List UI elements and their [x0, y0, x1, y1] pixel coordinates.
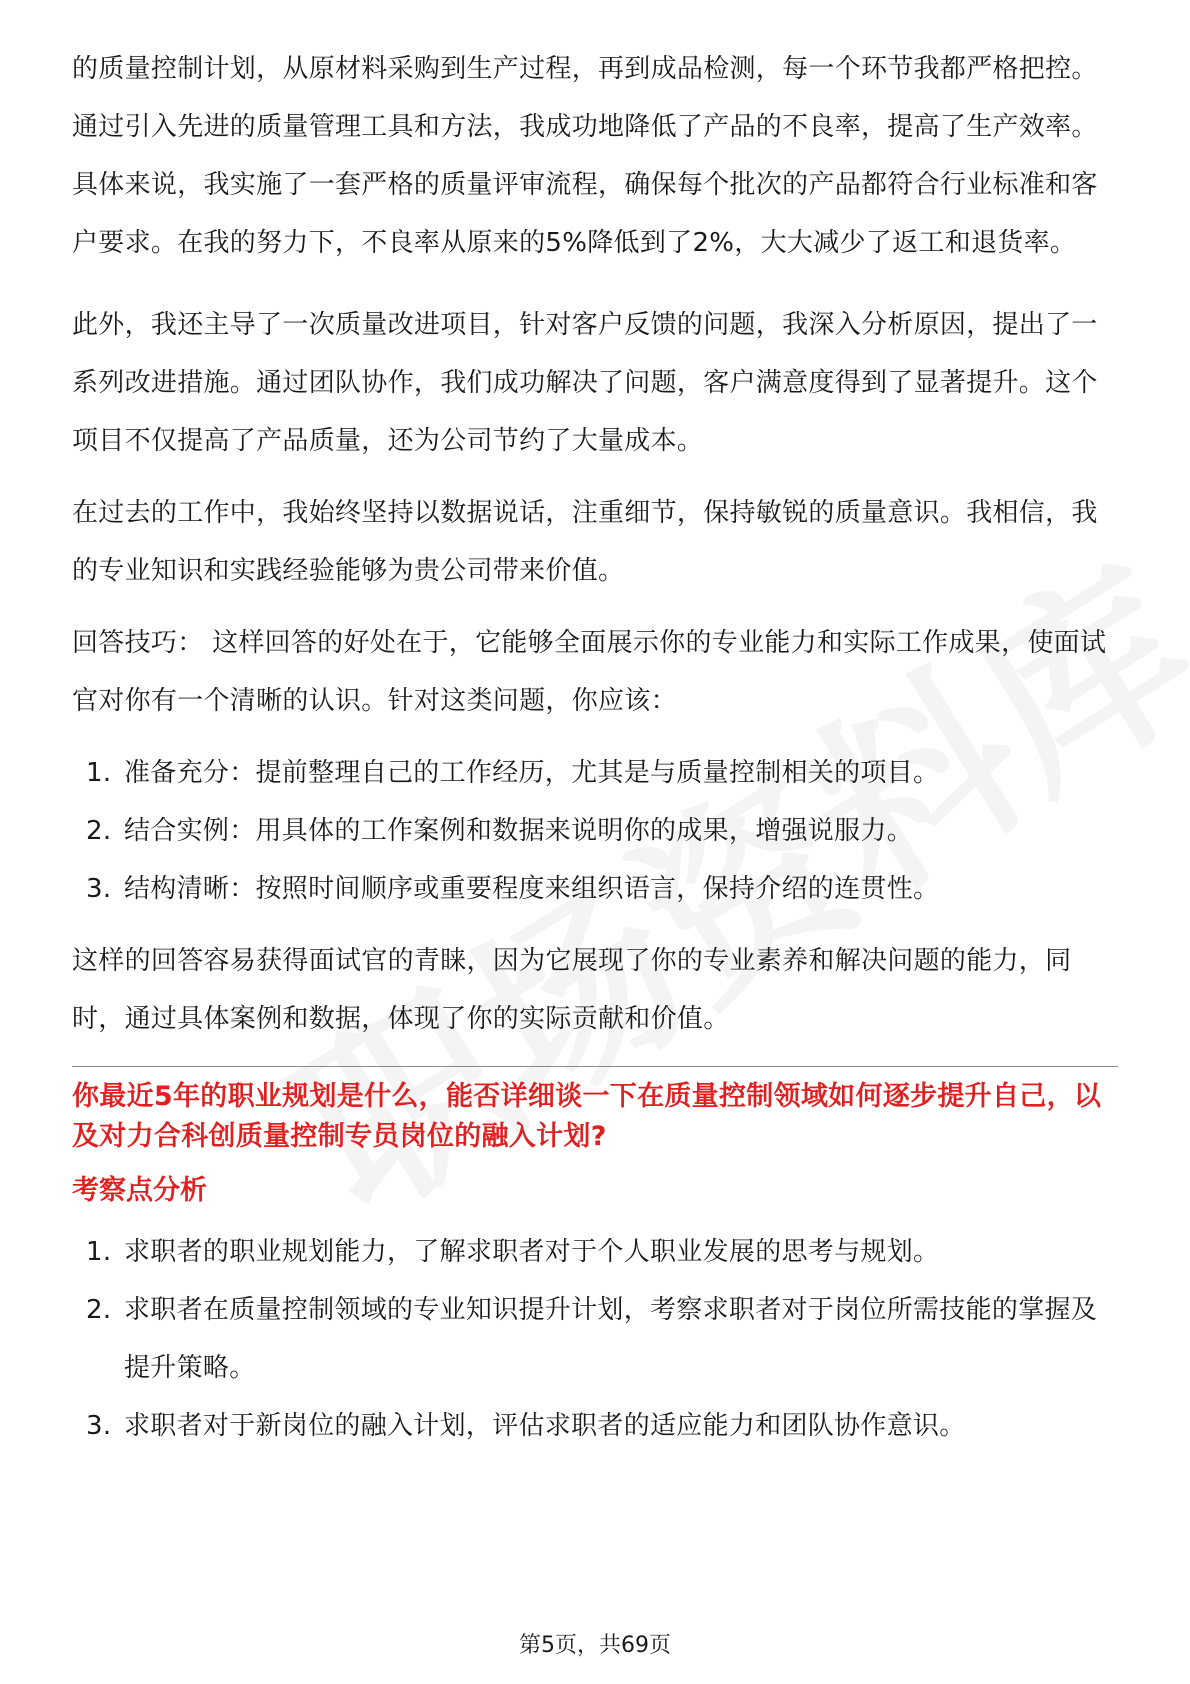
page-footer: 第5页，共69页: [519, 1633, 671, 1658]
list-number: 2.: [86, 1295, 112, 1325]
tips-list: [72, 744, 1118, 918]
list-item: [72, 744, 1118, 802]
list-item: [72, 1397, 1118, 1455]
paragraph-improvement-project: 此外，我还主导了一次质量改进项目，针对客户反馈的问题，我深入分析原因，提出了一系列改进措施。通过团队协作，我们成功解决了问题，客户满意度得到了显著提升。这个项目不仅提高了产品质量，还为公司节约了大量成本。: [72, 310, 1098, 456]
list-text: 结构清晰：按照时间顺序或重要程度来组织语言，保持介绍的连贯性。: [124, 874, 940, 904]
paragraph-closing: 这样的回答容易获得面试官的青睐，因为它展现了你的专业素养和解决问题的能力，同时，通过具体案例和数据，体现了你的实际贡献和价值。: [72, 946, 1072, 1034]
list-text: 求职者的职业规划能力，了解求职者对于个人职业发展的思考与规划。: [124, 1237, 940, 1267]
list-number: 3.: [86, 1411, 112, 1441]
interview-question: 你最近5年的职业规划是什么，能否详细谈一下在质量控制领域如何逐步提升自己，以及对力合科创质量控制专员岗位的融入计划?: [72, 1081, 1102, 1152]
document-body: [72, 40, 1118, 1455]
list-item: [72, 860, 1118, 918]
paragraph-answer-tips: 回答技巧： 这样回答的好处在于，它能够全面展示你的专业能力和实际工作成果，使面试官对你有一个清晰的认识。针对这类问题，你应该：: [72, 628, 1107, 716]
list-text: 准备充分：提前整理自己的工作经历，尤其是与质量控制相关的项目。: [124, 758, 940, 788]
list-number: 1.: [86, 758, 112, 788]
list-text: 结合实例：用具体的工作案例和数据来说明你的成果，增强说服力。: [124, 816, 914, 846]
list-item: [72, 1281, 1118, 1397]
list-number: 3.: [86, 874, 112, 904]
analysis-list: [72, 1223, 1118, 1455]
list-number: 2.: [86, 816, 112, 846]
paragraph-data-driven: 在过去的工作中，我始终坚持以数据说话，注重细节，保持敏锐的质量意识。我相信，我的专业知识和实践经验能够为贵公司带来价值。: [72, 498, 1098, 586]
list-item: [72, 802, 1118, 860]
paragraph-quality-plan: 的质量控制计划，从原材料采购到生产过程，再到成品检测，每一个环节我都严格把控。通过引入先进的质量管理工具和方法，我成功地降低了产品的不良率，提高了生产效率。具体来说，我实施了一套严格的质量评审流程，确保每个批次的产品都符合行业标准和客户要求。在我的努力下，不良率从原来的5%降低到了2%，大大减少了返工和退货率。: [72, 54, 1098, 258]
list-text: 求职者对于新岗位的融入计划，评估求职者的适应能力和团队协作意识。: [124, 1411, 966, 1441]
analysis-heading: 考察点分析: [72, 1175, 207, 1206]
list-text: 求职者在质量控制领域的专业知识提升计划，考察求职者对于岗位所需技能的掌握及提升策略。: [124, 1295, 1098, 1383]
list-number: 1.: [86, 1237, 112, 1267]
section-divider: [72, 1066, 1118, 1067]
list-item: [72, 1223, 1118, 1281]
